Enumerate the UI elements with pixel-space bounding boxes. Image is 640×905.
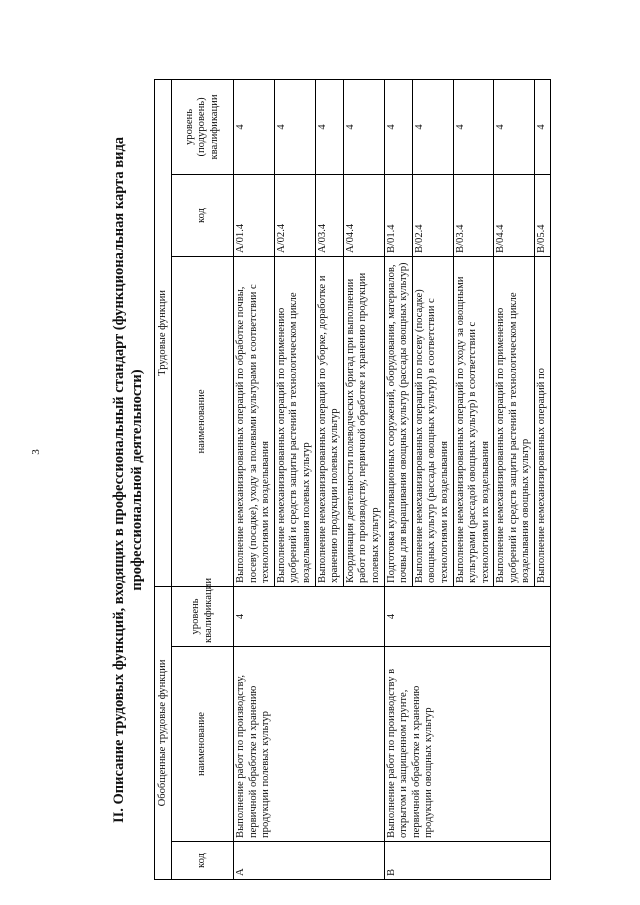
function-level: 4	[453, 79, 494, 174]
function-level: 4	[234, 79, 275, 174]
group-name: Выполнение работ по производству в открытом и защищенном грунте, первичной обработке и хранению продукции овощных культур	[384, 647, 550, 842]
function-name: Выполнение немеханизированных операций по уходу за овощными культурами (рассадой овощных культур) в соответствии с технологиями их возделывания	[453, 256, 494, 586]
title-line-2: профессиональной деятельности)	[129, 369, 145, 591]
header-name: наименование	[172, 647, 234, 842]
function-name: Выполнение немеханизированных операций по применению удобрений и средств защиты растений в технологическом цикле возделывания овощных культур	[494, 256, 535, 586]
table-row	[384, 79, 412, 879]
function-code: A/02.4	[274, 174, 315, 256]
group-level: 4	[234, 586, 385, 646]
function-level: 4	[535, 79, 551, 174]
function-code: A/03.4	[315, 174, 343, 256]
title-line-1: II. Описание трудовых функций, входящих в профессиональный стандарт (функциональная карта вида	[111, 136, 127, 824]
header-level: уровень квалификации	[172, 586, 234, 646]
function-level: 4	[412, 79, 453, 174]
section-title	[110, 80, 154, 880]
header-function-name: наименование	[172, 256, 234, 586]
page-number: 3	[30, 449, 42, 455]
group-code: B	[384, 842, 550, 880]
function-code: A/04.4	[343, 174, 384, 256]
header-labor-functions: Трудовые функции	[155, 79, 172, 586]
function-code: B/01.4	[384, 174, 412, 256]
header-function-sublevel: уровень (подуровень) квалификации	[172, 79, 234, 174]
function-level: 4	[384, 79, 412, 174]
function-level: 4	[315, 79, 343, 174]
function-code: B/03.4	[453, 174, 494, 256]
function-code: B/05.4	[535, 174, 551, 256]
group-code: A	[234, 842, 385, 880]
function-name: Выполнение немеханизированных операций по уборке, доработке и хранению продукции полевых культур	[315, 256, 343, 586]
header-generalized-functions: Обобщенные трудовые функции	[155, 586, 172, 879]
function-name: Выполнение немеханизированных операций по посеву (посадке) овощных культур (рассады овощных культур) в соответствии с технологиями их возделывания	[412, 256, 453, 586]
function-name: Выполнение немеханизированных операций по применению удобрений и средств защиты растений в технологическом цикле возделывания полевых культур	[274, 256, 315, 586]
function-code: B/04.4	[494, 174, 535, 256]
group-name: Выполнение работ по производству, первичной обработке и хранению продукции полевых культур	[234, 647, 385, 842]
function-level: 4	[274, 79, 315, 174]
group-level: 4	[384, 586, 550, 646]
function-level: 4	[343, 79, 384, 174]
function-name: Координация деятельности полеводческих бригад при выполнении работ по производству, первичной обработке и хранению продукции полевых культур	[343, 256, 384, 586]
function-name: Подготовка культивационных сооружений, оборудования, материалов, почвы для выращивания овощных культур (рассады овощных культур)	[384, 256, 412, 586]
table-row	[234, 79, 275, 879]
function-code: B/02.4	[412, 174, 453, 256]
header-code: код	[172, 842, 234, 880]
function-level: 4	[494, 79, 535, 174]
function-code: A/01.4	[234, 174, 275, 256]
function-name: Выполнение немеханизированных операций по обработке почвы, посеву (посадке), уходу за полевыми культурами в соответствии с технологиями их возделывания	[234, 256, 275, 586]
function-name: Выполнение немеханизированных операций по	[535, 256, 551, 586]
header-function-code: код	[172, 174, 234, 256]
rotated-page-content	[110, 80, 640, 880]
functional-map-table	[154, 79, 551, 880]
